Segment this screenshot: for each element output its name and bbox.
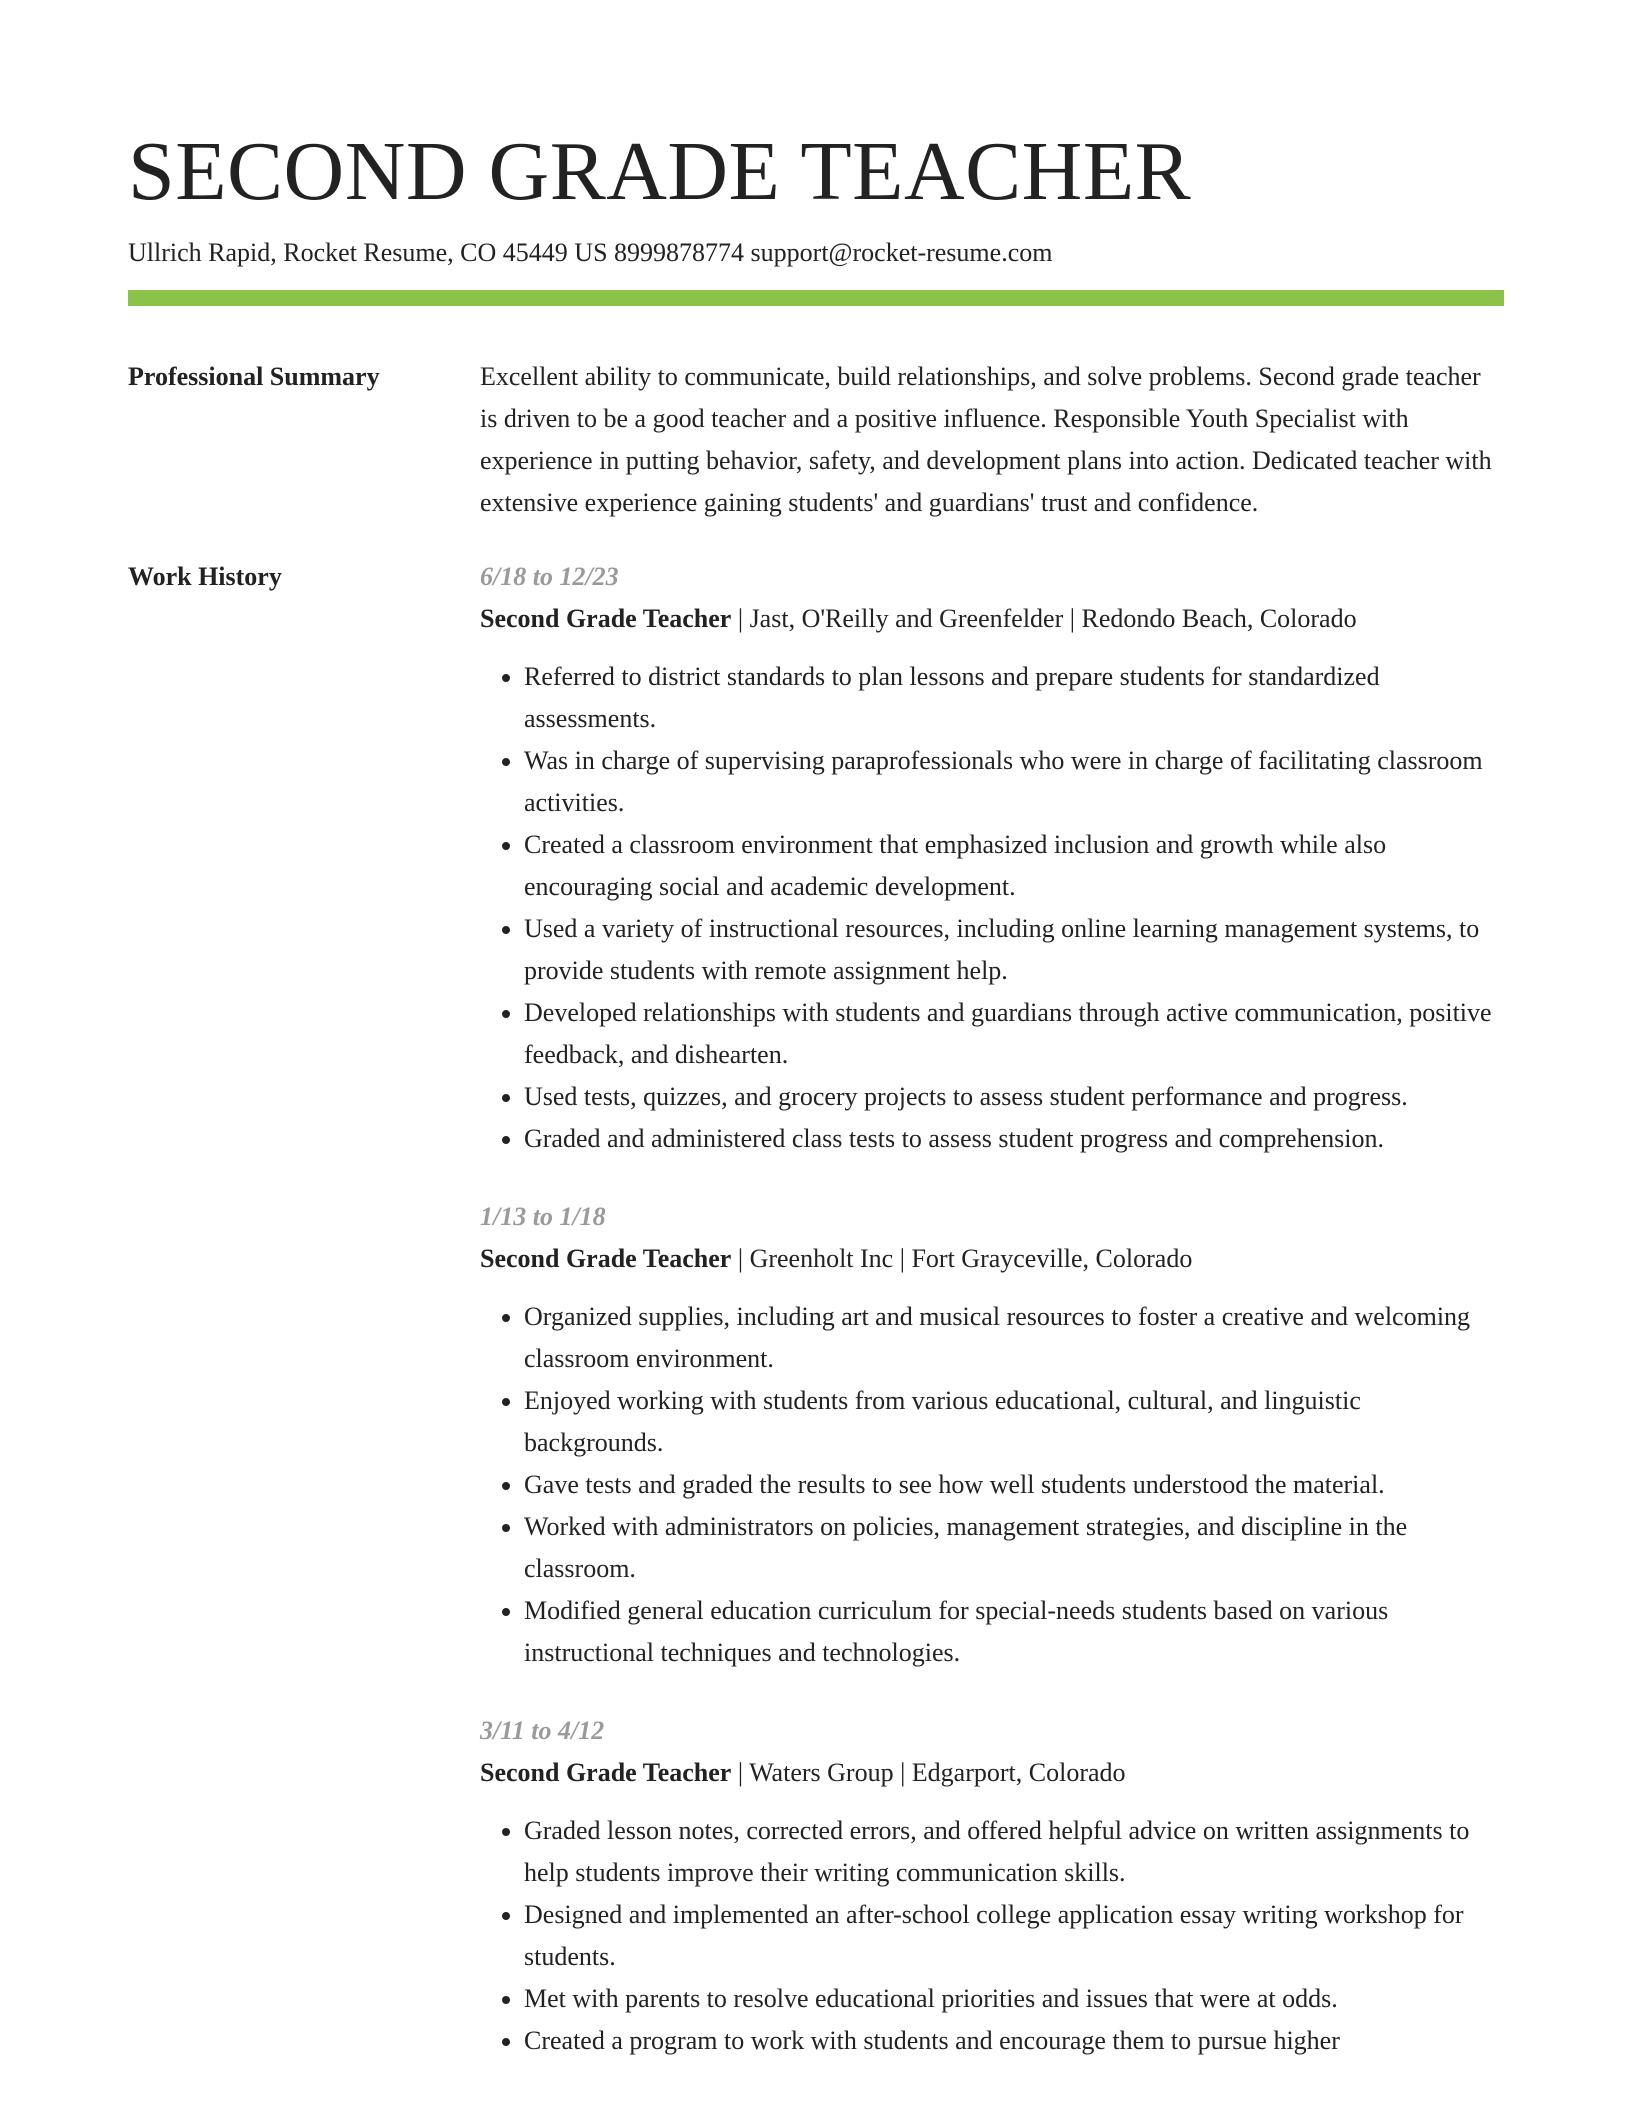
- job-entry: [480, 1710, 1504, 2062]
- job-title: Second Grade Teacher: [480, 1758, 732, 1787]
- section-label-work-history: Work History: [128, 562, 282, 591]
- work-history-section: [128, 556, 1504, 2098]
- job-company: Jast, O'Reilly and Greenfelder: [749, 604, 1064, 633]
- job-separator: |: [737, 604, 744, 633]
- job-bullet: • Gave tests and graded the results to see how well students understood the material.: [524, 1464, 1504, 1506]
- summary-text: Excellent ability to communicate, build relationships, and solve problems. Second grade teacher is driven to be a good teacher and a positive influence. Responsible Youth Specialist with experience in putting behavior, safety, and development plans into action. Dedicated teacher with extensive experience gaining students' and guardians' trust and confidence.: [480, 362, 1492, 517]
- job-title: Second Grade Teacher: [480, 604, 732, 633]
- resume-page: [128, 0, 1504, 2098]
- job-separator: |: [900, 1758, 906, 1787]
- job-location: Edgarport, Colorado: [911, 1758, 1126, 1787]
- job-separator: |: [737, 1244, 744, 1273]
- job-title: Second Grade Teacher: [480, 1244, 732, 1273]
- job-bullet: • Used tests, quizzes, and grocery projects to assess student performance and progress.: [524, 1076, 1504, 1118]
- contact-city-state-zip: Rocket Resume, CO 45449: [283, 238, 568, 267]
- job-bullet: • Referred to district standards to plan lessons and prepare students for standardized assessments.: [524, 656, 1504, 740]
- job-bullet-list: [480, 656, 1504, 1160]
- job-entry: [480, 1196, 1504, 1674]
- professional-summary-section: [128, 356, 1504, 524]
- job-bullet: • Graded lesson notes, corrected errors, and offered helpful advice on written assignments to help students improve their writing communication skills.: [524, 1810, 1504, 1894]
- header-accent-rule: [128, 290, 1504, 306]
- job-bullet: • Graded and administered class tests to assess student progress and comprehension.: [524, 1118, 1504, 1160]
- job-bullet: • Organized supplies, including art and musical resources to foster a creative and welcoming classroom environment.: [524, 1296, 1504, 1380]
- job-location: Fort Grayceville, Colorado: [911, 1244, 1193, 1273]
- work-history-jobs: [480, 556, 1504, 2098]
- job-header: [480, 598, 1504, 640]
- job-bullet-list: [480, 1810, 1504, 2062]
- job-dates: 6/18 to 12/23: [480, 562, 619, 591]
- job-bullet: • Used a variety of instructional resources, including online learning management systems, to provide students with remote assignment help.: [524, 908, 1504, 992]
- contact-phone: 8999878774: [614, 238, 745, 267]
- job-separator: |: [1069, 604, 1075, 633]
- job-bullet: • Met with parents to resolve educational priorities and issues that were at odds.: [524, 1978, 1504, 2020]
- job-separator: |: [899, 1244, 905, 1273]
- job-bullet: • Created a classroom environment that emphasized inclusion and growth while also encouraging social and academic development.: [524, 824, 1504, 908]
- job-bullet: • Created a program to work with students and encourage them to pursue higher: [524, 2020, 1504, 2062]
- resume-title: SECOND GRADE TEACHER: [128, 125, 1192, 218]
- job-bullet: • Designed and implemented an after-school college application essay writing workshop for students.: [524, 1894, 1504, 1978]
- job-location: Redondo Beach, Colorado: [1081, 604, 1357, 633]
- job-entry: [480, 556, 1504, 1160]
- contact-email: support@rocket-resume.com: [750, 238, 1053, 267]
- job-company: Greenholt Inc: [749, 1244, 894, 1273]
- job-separator: |: [737, 1758, 744, 1787]
- contact-country: US: [574, 238, 608, 267]
- job-header: [480, 1238, 1504, 1280]
- job-bullet: • Enjoyed working with students from various educational, cultural, and linguistic backgrounds.: [524, 1380, 1504, 1464]
- job-bullet: • Was in charge of supervising paraprofessionals who were in charge of facilitating classroom activities.: [524, 740, 1504, 824]
- job-company: Waters Group: [749, 1758, 894, 1787]
- job-bullet: • Developed relationships with students and guardians through active communication, positive feedback, and dishearten.: [524, 992, 1504, 1076]
- contact-line: [128, 236, 1504, 270]
- job-dates: 3/11 to 4/12: [480, 1716, 605, 1745]
- section-label-summary: Professional Summary: [128, 362, 380, 391]
- job-dates: 1/13 to 1/18: [480, 1202, 606, 1231]
- job-bullet: • Modified general education curriculum for special-needs students based on various instructional techniques and technologies.: [524, 1590, 1504, 1674]
- job-bullet-list: [480, 1296, 1504, 1674]
- job-header: [480, 1752, 1504, 1794]
- contact-street: Ullrich Rapid,: [128, 238, 277, 267]
- job-bullet: • Worked with administrators on policies, management strategies, and discipline in the classroom.: [524, 1506, 1504, 1590]
